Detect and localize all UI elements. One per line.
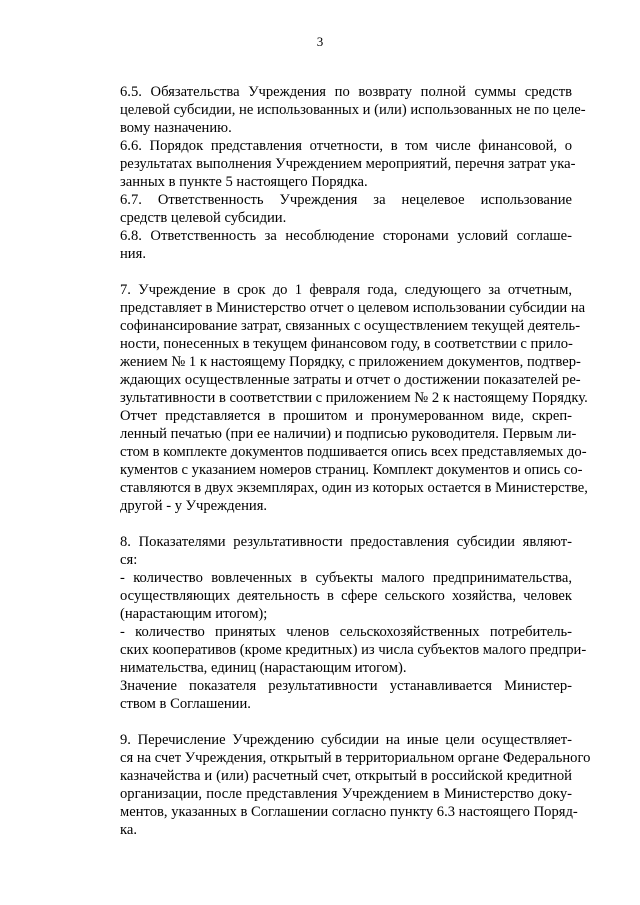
text-line: ния. (120, 246, 146, 262)
text-line: 6.7. Ответственность Учреждения за нецелевое использование (120, 192, 572, 208)
text-line: ментов, указанных в Соглашении согласно пункту 6.3 настоящего Поряд- (120, 804, 578, 820)
text-line: ности, понесенных в текущем финансовом году, в соответствии с прило- (120, 336, 573, 352)
text-line: 8. Показателями результативности предоставления субсидии являют- (120, 534, 572, 550)
text-line: нимательства, единиц (нарастающим итогом). (120, 660, 407, 676)
text-line: зультативности в соответствии с приложением № 2 к настоящему Порядку. (120, 390, 588, 406)
text-line: целевой субсидии, не использованных и (или) использованных не по целе- (120, 102, 586, 118)
text-line: осуществляющих деятельность в сфере сельского хозяйства, человек (120, 588, 572, 604)
text-line: 9. Перечисление Учреждению субсидии на иные цели осуществляет- (120, 732, 572, 748)
text-line: ся: (120, 552, 138, 568)
text-line: 6.6. Порядок представления отчетности, в том числе финансовой, о (120, 138, 572, 154)
text-line: результатах выполнения Учреждением мероприятий, перечня затрат ука- (120, 156, 576, 172)
text-line: другой - у Учреждения. (120, 498, 268, 514)
text-line: стом в комплекте документов подшивается опись всех представляемых до- (120, 444, 587, 460)
text-line: представляет в Министерство отчет о целевом использовании субсидии на (120, 300, 586, 316)
paragraph (88, 407, 588, 515)
text-line: занных в пункте 5 настоящего Порядка. (120, 174, 368, 190)
paragraph (88, 227, 572, 263)
text-line: средств целевой субсидии. (120, 210, 287, 226)
text-line: ством в Соглашении. (120, 696, 251, 712)
text-line: вому назначению. (120, 120, 232, 136)
text-line: ка. (120, 822, 137, 838)
paragraph (88, 569, 572, 623)
paragraph (88, 533, 572, 569)
section-gap (88, 263, 572, 281)
text-line: кументов с указанием номеров страниц. Комплект документов и опись со- (120, 462, 583, 478)
text-line: ждающих осуществленные затраты и отчет о достижении показателей ре- (120, 372, 581, 388)
document-body (88, 83, 591, 839)
paragraph (88, 191, 572, 227)
text-line: 7. Учреждение в срок до 1 февраля года, следующего за отчетным, (120, 282, 572, 298)
paragraph (88, 281, 588, 407)
text-line: жением № 1 к настоящему Порядку, с приложением документов, подтвер- (120, 354, 581, 370)
text-line: ских кооперативов (кроме кредитных) из числа субъектов малого предпри- (120, 642, 587, 658)
text-line: - количество принятых членов сельскохозяйственных потребитель- (120, 624, 572, 640)
paragraph (88, 623, 587, 677)
text-line: ленный печатью (при ее наличии) и подписью руководителя. Первым ли- (120, 426, 577, 442)
text-line: казначейства и (или) расчетный счет, открытый в российской кредитной (120, 768, 572, 784)
text-line: 6.8. Ответственность за несоблюдение сторонами условий соглаше- (120, 228, 572, 244)
text-line: ставляются в двух экземплярах, один из которых остается в Министерстве, (120, 480, 588, 496)
page-number: 3 (316, 34, 324, 49)
text-line: софинансирование затрат, связанных с осуществлением текущей деятель- (120, 318, 581, 334)
paragraph (88, 677, 572, 713)
text-line: 6.5. Обязательства Учреждения по возврату полной суммы средств (120, 84, 572, 100)
text-line: - количество вовлеченных в субъекты малого предпринимательства, (120, 570, 572, 586)
paragraph (88, 137, 576, 191)
paragraph (88, 731, 591, 839)
paragraph (88, 83, 586, 137)
text-line: Значение показателя результативности устанавливается Министер- (120, 678, 572, 694)
section-gap (88, 713, 572, 731)
text-line: (нарастающим итогом); (120, 606, 268, 622)
text-line: организации, после представления Учреждением в Министерство доку- (120, 786, 572, 802)
text-line: Отчет представляется в прошитом и пронумерованном виде, скреп- (120, 408, 572, 424)
section-gap (88, 515, 572, 533)
text-line: ся на счет Учреждения, открытый в территориальном органе Федерального (120, 750, 591, 766)
